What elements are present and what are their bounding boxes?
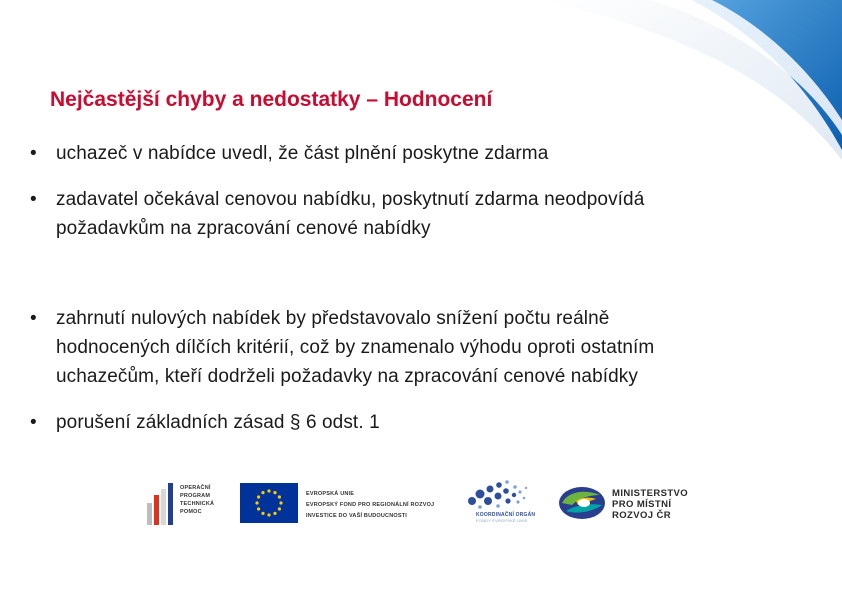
mmr-logo — [558, 479, 708, 527]
op-tp-text: TECHNICKÁ — [180, 501, 215, 507]
dots-cluster-icon — [462, 479, 534, 513]
op-tp-logo — [146, 479, 226, 527]
mmr-emblem-icon — [558, 485, 606, 521]
eu-text: INVESTICE DO VAŠÍ BUDOUCNOSTI — [306, 513, 408, 519]
ko-text: KOORDINAČNÍ ORGÁN — [476, 512, 536, 518]
eu-text: EVROPSKÁ UNIE — [306, 491, 355, 497]
bullet-line: zadavatel očekával cenovou nabídku, poskytnutí zdarma neodpovídá — [56, 189, 645, 210]
bullet-item — [30, 408, 820, 437]
eu-logo — [240, 479, 450, 527]
logo-strip — [146, 479, 706, 529]
bullet-item — [30, 185, 820, 243]
op-tp-text: OPERAČNÍ — [180, 485, 211, 491]
mmr-text: PRO MÍSTNÍ — [612, 499, 672, 510]
bullet-line: uchazečům, kteří dodrželi požadavky na zpracování cenové nabídky — [56, 366, 639, 387]
bullet-line: zahrnutí nulových nabídek by představovalo snížení počtu reálně — [56, 308, 610, 329]
mmr-text: MINISTERSTVO — [612, 488, 689, 499]
op-tp-bars-icon — [146, 481, 174, 525]
bullet-line: uchazeč v nabídce uvedl, že část plnění poskytne zdarma — [56, 143, 549, 164]
bullet-item — [30, 139, 820, 168]
op-tp-text: POMOC — [180, 509, 202, 515]
bullet-line: hodnocených dílčích kritérií, což by znamenalo výhodu oproti ostatním — [56, 337, 655, 358]
bullet-dot: • — [30, 412, 37, 433]
ko-text: FONDY EVROPSKÉ UNIE — [476, 518, 528, 523]
slide-title: Nejčastější chyby a nedostatky – Hodnocení — [50, 88, 493, 111]
bullet-dot: • — [30, 143, 37, 164]
bullet-dot: • — [30, 189, 37, 210]
op-tp-text: PROGRAM — [180, 493, 211, 499]
bullet-list — [30, 139, 820, 437]
bullet-dot: • — [30, 308, 37, 329]
bullet-line: porušení základních zásad § 6 odst. 1 — [56, 412, 380, 433]
mmr-text: ROZVOJ ČR — [612, 510, 672, 521]
eu-flag-icon — [240, 483, 298, 523]
koordinacni-organ-logo — [462, 479, 542, 527]
bullet-item — [30, 304, 820, 391]
corner-decoration — [542, 0, 842, 160]
eu-text: EVROPSKÝ FOND PRO REGIONÁLNÍ ROZVOJ — [306, 502, 435, 508]
bullet-line: požadavkům na zpracování cenové nabídky — [56, 218, 431, 239]
